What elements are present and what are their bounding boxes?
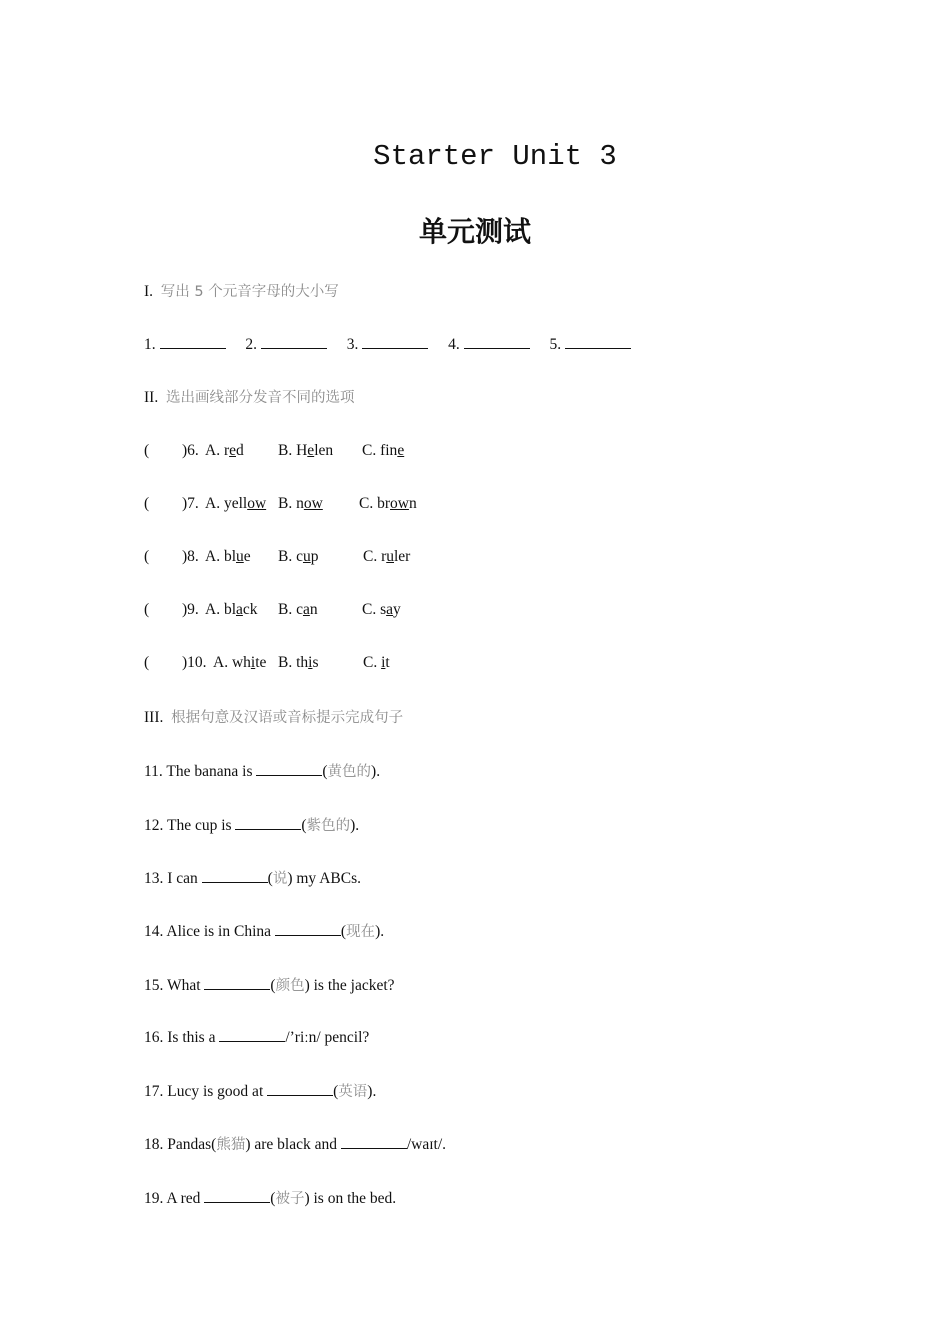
option-c[interactable]: C. ruler [363, 548, 411, 565]
answer-blank[interactable] [267, 1080, 333, 1096]
question-number: )8. [182, 548, 199, 565]
sentence-text: 18. Pandas( [144, 1136, 217, 1153]
sentence-text: /waɪt/. [406, 1136, 447, 1153]
section-title: 写出 5 个元音字母的大小写 [160, 284, 339, 300]
section-title: 根据句意及汉语或音标提示完成句子 [171, 710, 404, 726]
question-number: )10. [182, 654, 207, 671]
hint-text: 熊猫 [216, 1137, 246, 1153]
hint-text: 黄色的 [327, 764, 372, 780]
sentence-text: 14. Alice is in China [144, 923, 275, 940]
sentence-text: 13. I can [144, 870, 202, 887]
blank-item: 4. [448, 336, 530, 353]
blank-item: 2. [245, 336, 327, 353]
page-title: Starter Unit 3 [373, 140, 617, 173]
answer-blank[interactable] [261, 333, 327, 349]
sentence-row [144, 1026, 369, 1048]
hint-text: 说 [272, 871, 288, 887]
sentence-text: /’riːn/ pencil? [285, 1029, 370, 1046]
sentence-text: 17. Lucy is good at [144, 1083, 268, 1100]
answer-blank[interactable] [202, 867, 268, 883]
section-number: I. [144, 283, 154, 300]
sentence-text: 12. The cup is [144, 817, 236, 834]
question-row [144, 493, 564, 515]
sentence-text: 16. Is this a [144, 1029, 220, 1046]
answer-blank[interactable] [235, 814, 301, 830]
question-row [144, 599, 564, 621]
sentence-row [144, 1133, 446, 1155]
blank-item: 1. [144, 336, 226, 353]
answer-blank[interactable] [565, 333, 631, 349]
answer-blank[interactable] [341, 1133, 407, 1149]
question-row [144, 546, 564, 568]
question-row [144, 440, 564, 462]
vowel-blanks-row [144, 333, 631, 355]
sentence-row: 15. What (颜色) is the jacket? [144, 974, 395, 996]
question-row [144, 652, 564, 674]
option-c[interactable]: C. brown [359, 495, 417, 512]
sentence-row: 14. Alice is in China (现在). [144, 920, 384, 942]
hint-text: 紫色的 [306, 818, 351, 834]
hint-text: 英语 [338, 1084, 368, 1100]
section-3-heading [144, 707, 403, 729]
sentence-text: ) are black and [245, 1136, 341, 1153]
option-c[interactable]: C. say [362, 601, 401, 618]
question-number: )6. [182, 442, 199, 459]
blank-item: 3. [347, 336, 429, 353]
page-subtitle: 单元测试 [418, 215, 531, 248]
section-number: III. [144, 709, 164, 726]
sentence-text: ) is on the bed. [304, 1190, 397, 1207]
answer-blank[interactable] [362, 333, 428, 349]
sentence-row: 19. A red (被子) is on the bed. [144, 1187, 396, 1209]
answer-bracket[interactable]: ( [144, 654, 150, 671]
answer-blank[interactable] [160, 333, 226, 349]
answer-bracket[interactable]: ( [144, 495, 150, 512]
blank-item: 5. [550, 336, 632, 353]
sentence-text: ). [375, 923, 385, 940]
sentence-text: ). [367, 1083, 377, 1100]
answer-blank[interactable] [219, 1026, 285, 1042]
answer-bracket[interactable]: ( [144, 548, 150, 565]
option-b[interactable]: B. now [278, 495, 323, 512]
option-c[interactable]: C. fine [362, 442, 405, 459]
answer-blank[interactable] [256, 760, 322, 776]
option-b[interactable]: B. can [278, 601, 318, 618]
answer-blank[interactable] [204, 1187, 270, 1203]
answer-blank[interactable] [464, 333, 530, 349]
option-b[interactable]: B. this [278, 654, 319, 671]
answer-blank[interactable] [204, 974, 270, 990]
question-number: )7. [182, 495, 199, 512]
option-c[interactable]: C. it [363, 654, 390, 671]
section-1-heading [144, 281, 339, 303]
option-a[interactable]: A. white [213, 654, 267, 671]
option-a[interactable]: A. yellow [205, 495, 267, 512]
answer-blank[interactable] [275, 920, 341, 936]
section-number: II. [144, 389, 159, 406]
sentence-text: ) is the jacket? [304, 977, 395, 994]
question-number: )9. [182, 601, 199, 618]
sentence-row: 13. I can (说) my ABCs. [144, 867, 361, 889]
answer-bracket[interactable]: ( [144, 442, 150, 459]
sentence-text: ). [350, 817, 360, 834]
section-2-heading [144, 387, 354, 409]
sentence-text: ) my ABCs. [287, 870, 361, 887]
option-b[interactable]: B. cup [278, 548, 319, 565]
option-b[interactable]: B. Helen [278, 442, 334, 459]
sentence-row: 12. The cup is (紫色的). [144, 814, 359, 836]
section-title: 选出画线部分发音不同的选项 [165, 390, 355, 406]
sentence-row: 17. Lucy is good at (英语). [144, 1080, 376, 1102]
option-a[interactable]: A. black [205, 601, 258, 618]
hint-text: 现在 [346, 924, 376, 940]
hint-text: 颜色 [275, 978, 305, 994]
option-a[interactable]: A. blue [205, 548, 251, 565]
option-a[interactable]: A. red [205, 442, 244, 459]
hint-text: 被子 [275, 1191, 305, 1207]
sentence-row: 11. The banana is (黄色的). [144, 760, 380, 782]
sentence-text: 19. A red [144, 1190, 205, 1207]
sentence-text: 15. What [144, 977, 205, 994]
sentence-text: 11. The banana is [144, 763, 257, 780]
sentence-text: ). [371, 763, 381, 780]
answer-bracket[interactable]: ( [144, 601, 150, 618]
